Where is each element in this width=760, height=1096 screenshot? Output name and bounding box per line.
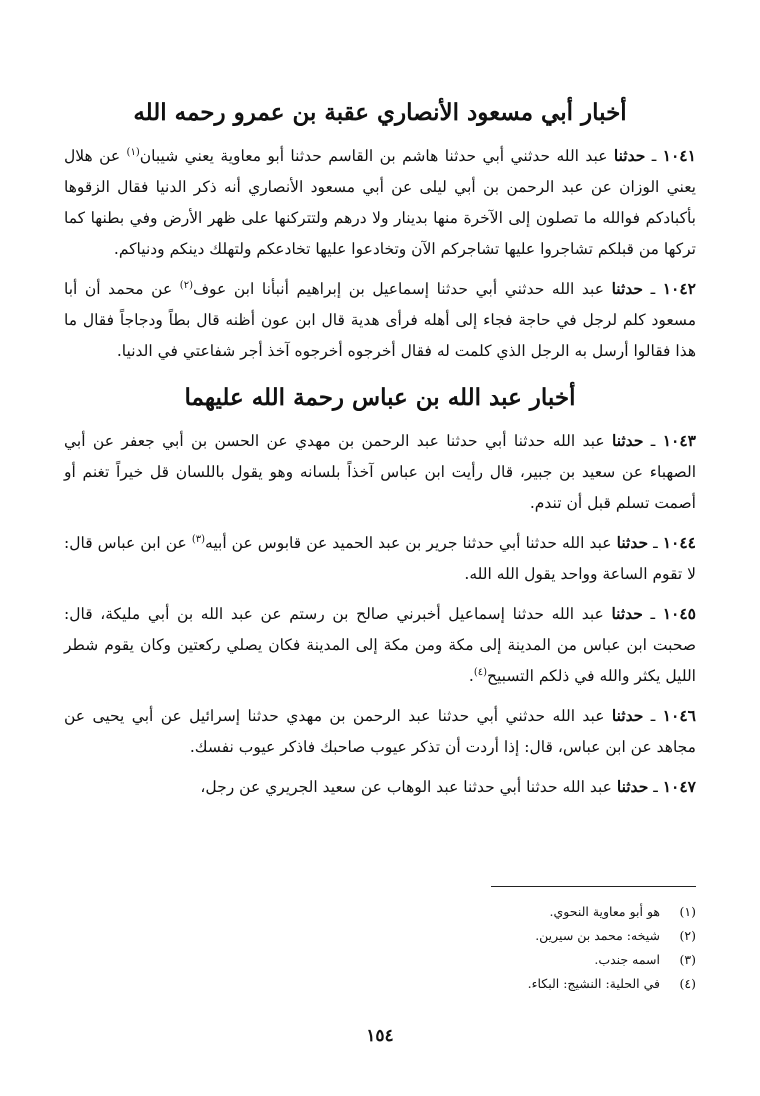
footnote-text: اسمه جندب. xyxy=(594,952,660,967)
footnote-item xyxy=(64,900,696,924)
hadith-lead-word: حدثنا xyxy=(616,777,649,796)
hadith-text: عبد الله حدثني أبي حدثنا هاشم بن القاسم حدثنا أبو معاوية يعني شيبان xyxy=(139,147,608,165)
footnote-text: في الحلية: النشيج: البكاء. xyxy=(527,976,660,991)
hadith-text: عبد الله حدثنا إسماعيل أخبرني صالح بن رستم عن عبد الله بن أبي مليكة، قال: صحبت ابن عباس من المدينة إلى مكة ومن مكة إلى المدينة فكان يصلي ركعتين وكان يقوم شطر الليل يكثر والله في ذلكم التسبيح xyxy=(64,605,696,685)
hadith-number: ١٠٤٦ xyxy=(662,706,696,725)
footnote-text: شيخه: محمد بن سيرين. xyxy=(535,928,660,943)
footnote-number: (١) xyxy=(679,904,696,919)
section-title-abu-masud: أخبار أبي مسعود الأنصاري عقبة بن عمرو رحمه الله xyxy=(133,99,627,126)
footnote-number: (٢) xyxy=(679,928,696,943)
hadith-1046: ١٠٤٦ ـ حدثنا عبد الله حدثني أبي حدثنا عبد الرحمن بن مهدي حدثنا إسرائيل عن أبي يحيى عن مجاهد عن ابن عباس، قال: إذا أردت أن تذكر عيوب صاحبك فاذكر عيوب نفسك. xyxy=(64,706,696,756)
hadith-lead-word: حدثنا xyxy=(613,146,646,165)
hadith-text: عبد الله حدثنا أبي حدثنا عبد الوهاب عن سعيد الجريري عن رجل، xyxy=(200,778,612,796)
hadith-lead-word: حدثنا xyxy=(611,604,643,623)
footnote-ref: (٤) xyxy=(473,666,487,678)
hadith-1044: ١٠٤٤ ـ حدثنا عبد الله حدثنا أبي حدثنا جرير بن عبد الحميد عن قابوس عن أبيه$^{(٣)}$ عن ابن عباس قال: لا تقوم الساعة وواحد يقول الله الله. xyxy=(64,533,696,583)
hadith-number: ١٠٤٤ xyxy=(662,533,696,552)
footnote-ref: (١) xyxy=(126,146,140,158)
hadith-text: عبد الله حدثني أبي حدثنا إسماعيل بن إبراهيم أنبأنا ابن عوف xyxy=(192,280,604,298)
hadith-lead-word: حدثنا xyxy=(611,431,644,450)
section-title-ibn-abbas: أخبار عبد الله بن عباس رحمة الله عليهما xyxy=(184,384,576,411)
hadith-text: عبد الله حدثنا أبي حدثنا عبد الرحمن بن مهدي عن الحسن بن أبي جعفر عن أبي الصهباء عن سعيد بن جبير، قال رأيت ابن عباس آخذاً بلسانه وهو يقول باللسان قل خيراً تغنم أو أصمت تسلم قبل أن تندم. xyxy=(64,432,696,512)
hadith-1045: ١٠٤٥ ـ حدثنا عبد الله حدثنا إسماعيل أخبرني صالح بن رستم عن عبد الله بن أبي مليكة، قال: صحبت ابن عباس من المدينة إلى مكة ومن مكة إلى المدينة فكان يصلي ركعتين وكان يقوم شطر الليل يكثر والله في ذلكم التسبيح$^{(٤)}$. xyxy=(64,604,696,685)
hadith-lead-word: حدثنا xyxy=(616,533,649,552)
hadith-1041: ١٠٤١ ـ حدثنا عبد الله حدثني أبي حدثنا هاشم بن القاسم حدثنا أبو معاوية يعني شيبان$^{(١)}$ عن هلال يعني الوزان عن عبد الرحمن بن أبي ليلى عن أبي مسعود الأنصاري أنه ذكر الدنيا فقال الزقوها بأكبادكم فوالله ما تصلون إلى الآخرة منها بدينار ولا درهم ولتتركنها على ظهر الأرض وفي بطنها كما تركها من قبلكم تشاجروا عليها تشاجركم الآن وتخادعوا عليها تخادعكم ولتهلك دينكم ودنياكم. xyxy=(64,146,696,258)
hadith-1042: ١٠٤٢ ـ حدثنا عبد الله حدثني أبي حدثنا إسماعيل بن إبراهيم أنبأنا ابن عوف$^{(٢)}$ عن محمد أن أبا مسعود كلم لرجل في حاجة فجاء إلى أهله فرأى هدية قال ابن عون أظنه قال بطاً ودجاجاً فقال ما هذا فقالوا أرسل به الرجل الذي كلمت له فقال أخرجوه أخرجوه آخذ أجر شفاعتي في الدنيا. xyxy=(64,279,697,360)
hadith-text: عن ابن عباس قال: لا تقوم الساعة وواحد يقول الله الله. xyxy=(64,534,696,583)
hadith-number: ١٠٤٧ xyxy=(662,777,696,796)
footnote-number: (٣) xyxy=(679,952,696,967)
hadith-text: . xyxy=(468,667,474,685)
footnote-text: هو أبو معاوية النحوي. xyxy=(549,904,660,919)
hadith-text: عبد الله حدثنا أبي حدثنا جرير بن عبد الحميد عن قابوس عن أبيه xyxy=(205,534,612,552)
hadith-text: عن هلال يعني الوزان عن عبد الرحمن بن أبي ليلى عن أبي مسعود الأنصاري أنه ذكر الدنيا فقال الزقوها بأكبادكم فوالله ما تصلون إلى الآخرة منها بدينار ولا درهم ولتتركنها على ظهر الأرض وفي بطنها كما تركها من قبلكم تشاجروا عليها تشاجركم الآن وتخادعوا عليها تخادعكم ولتهلك دينكم ودنياكم. xyxy=(64,147,696,258)
footnotes xyxy=(64,900,696,996)
footnote-item xyxy=(64,948,696,972)
hadith-number: ١٠٤٥ xyxy=(662,604,696,623)
footnote-item xyxy=(64,972,696,996)
hadith-1047: ١٠٤٧ ـ حدثنا عبد الله حدثنا أبي حدثنا عبد الوهاب عن سعيد الجريري عن رجل، xyxy=(200,777,696,796)
page-number: ١٥٤ xyxy=(366,1026,394,1046)
footnote-number: (٤) xyxy=(679,976,696,991)
hadith-number: ١٠٤٢ xyxy=(662,279,697,298)
hadith-text: عن محمد أن أبا مسعود كلم لرجل في حاجة فجاء إلى أهله فرأى هدية قال ابن عون أظنه قال بطاً ودجاجاً فقال ما هذا فقالوا أرسل به الرجل الذي كلمت له فقال أخرجوه أخرجوه آخذ أجر شفاعتي في الدنيا. xyxy=(64,280,696,360)
hadith-number: ١٠٤٣ xyxy=(662,431,696,450)
hadith-text: عبد الله حدثني أبي حدثنا عبد الرحمن بن مهدي حدثنا إسرائيل عن أبي يحيى عن مجاهد عن ابن عباس، قال: إذا أردت أن تذكر عيوب صاحبك فاذكر عيوب نفسك. xyxy=(64,707,696,756)
footnote-ref: (٢) xyxy=(179,279,193,291)
hadith-1043: ١٠٤٣ ـ حدثنا عبد الله حدثنا أبي حدثنا عبد الرحمن بن مهدي عن الحسن بن أبي جعفر عن أبي الصهباء عن سعيد بن جبير، قال رأيت ابن عباس آخذاً بلسانه وهو يقول باللسان قل خيراً تغنم أو أصمت تسلم قبل أن تندم. xyxy=(64,431,696,512)
hadith-lead-word: حدثنا xyxy=(611,279,644,298)
footnote-item xyxy=(64,924,696,948)
hadith-number: ١٠٤١ xyxy=(662,146,696,165)
footnote-divider xyxy=(491,886,696,887)
footnote-ref: (٣) xyxy=(191,533,206,545)
hadith-lead-word: حدثنا xyxy=(611,706,644,725)
